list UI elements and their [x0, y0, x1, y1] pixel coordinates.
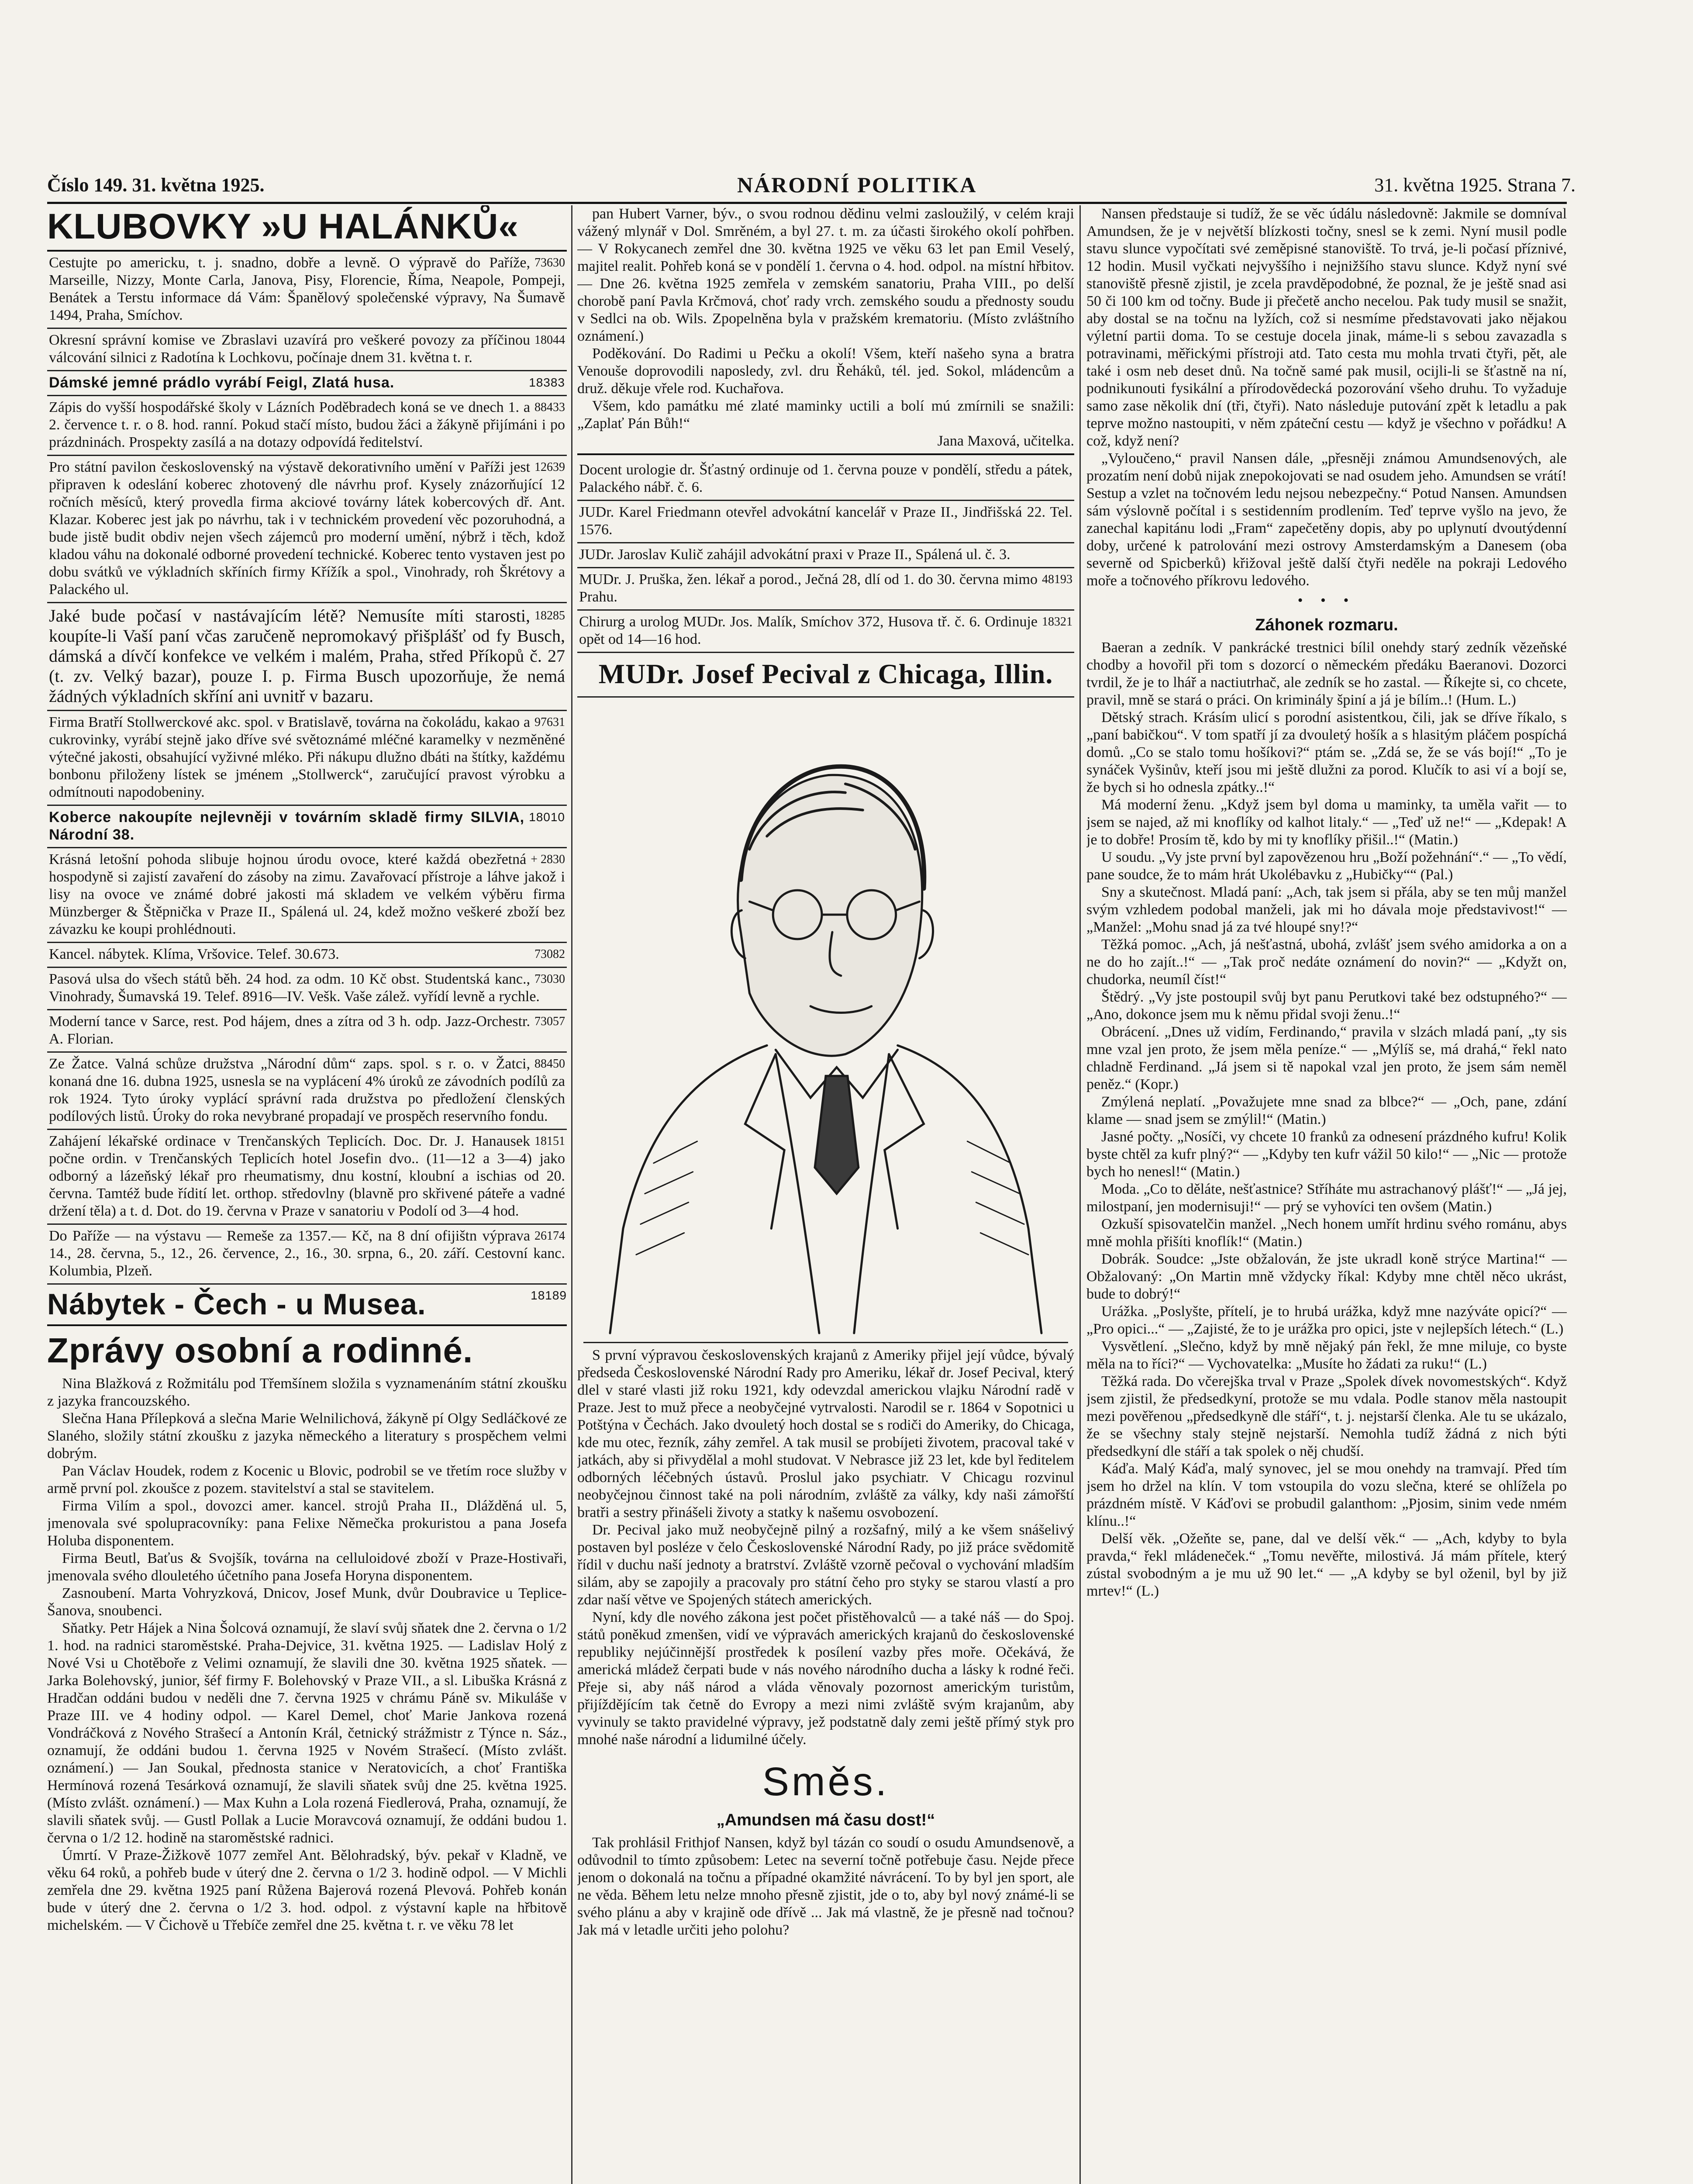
joke-paragraph: Káďa. Malý Káďa, malý synovec, jel se mou onehdy na tramvají. Před tím jsem ho držel na klín. V tom vstoupila do vozu slečna, které se ohlížela po prázdném místě. V Káďovi se probudil galanthom: „Pjosim, sinim vede nmém klínu..!“	[1086, 1461, 1567, 1529]
news-paragraph: pan Hubert Varner, býv., o svou rodnou dědinu velmi zasloužilý, v celém kraji vážený mlynář v Dol. Smrěném, a byl 27. t. m. za účasti širokého okolí pohřben. — V Rokycanech zemřel dne 30. května 1925 ve věku 63 let pan Emil Veselý, majitel realit. Pohřeb koná se v pondělí 1. června o 4. hod. odpol. na místní hřbitov. — Dne 26. května 1925 zemřela v zemském sanatoriu, Praha VIII., po delší chorobě paní Pavla Krčmová, choť rady vrch. zemského soudu a přednosty soudu v Sedlci na ob. Wils. Zpopelněna byla v pražském krematoriu. (Místo zvláštního oznámení.)	[577, 206, 1074, 344]
ad-code: + 2830	[531, 853, 565, 867]
joke-paragraph: Má moderní ženu. „Když jsem byl doma u maminky, ta uměla vařit — to jsem se najed, až mi knoflíky od kalhot litaly.“ — „Teď už ne!“ — „Kdepak! A je to dobře! Prosím tě, kdo by mi ty knoflíky přišil..!“ (Matin.)	[1086, 797, 1567, 848]
ad-text: Zápis do vyšší hospodářské školy v Lázních Poděbradech koná se ve dnech 1. a 2. července t. r. o 8. hod. ranní. Pokud stačí místo, budou žáci a žákyně přijímáni i po prázdninách. Prospekty zasílá a na dotazy odpovídá ředitelství.	[49, 399, 565, 451]
news-paragraph: Nina Blažková z Rožmitálu pod Třemšínem složila s vyznamenáním státní zkoušku z jazyka francouzského.	[47, 1375, 567, 1410]
joke-paragraph: Ozkuší spisovatelčin manžel. „Nech honem umřít hrdinu svého románu, abys mně mohla přišíti knoflík!“ (Matin.)	[1086, 1216, 1567, 1250]
section-rule	[577, 453, 1074, 455]
ad-klubovky-headline	[47, 205, 567, 252]
ad-headline-text: Nábytek - Čech - u Musea.	[47, 1288, 426, 1321]
ad-code: 88433	[534, 401, 565, 415]
ad-kulic	[577, 543, 1074, 568]
joke-paragraph: Obrácení. „Dnes už vidím, Ferdinando,“ pravila v slzách mladá paní, „ty sis mne vzal jen proto, že jsem měla peníze.“ — „Mýlíš se, má drahá,“ řekl nato chladně Ferdinand. „Já jsem si tě napokal vzal jen proto, že jsem sám neměl peněz.“ (Kopr.)	[1086, 1024, 1567, 1092]
article-heading-amundsen: „Amundsen má času dost!“	[716, 1811, 935, 1830]
ad-cestujte	[47, 252, 567, 329]
joke-paragraph: Dětský strach. Krásím ulicí s porodní asistentkou, čili, jak se dříve říkalo, s „paní babičkou“. V tom spatří jí za dvouletý hošík a s hlasitým pláčem pospíchá domů. „Co se stalo tomu hošíkovi?“ ptám se. „Zdá se, že se vás bojí!“ „To je synáček Vyšinův, kteří jsou mi ještě dlužni za porod. Klučík to asi ví a bojí se, že bych si ho odnesla zpátky..!“	[1086, 709, 1567, 795]
joke-paragraph: Delší věk. „Ožeňte se, pane, dal ve delší věk.“ — „Ach, kdyby to byla pravda,“ řekl mládeneček.“ „Tomu nevěřte, milostivá. Já mám přítele, který zústal svobodným a je mu už 90 let.“ — „A kdyby se byl oženil, byl by již mrtev!“ (L.)	[1086, 1531, 1567, 1599]
joke-paragraph: Vysvětlení. „Slečno, když by mně nějaký pán řekl, že mne miluje, co byste měla na to říci?“ — Vychovatelka: „Musíte ho žádati za ruku!“ (L.)	[1086, 1338, 1567, 1372]
ad-text: JUDr. Karel Friedmann otevřel advokátní kancelář v Praze II., Jindřišská 22. Tel. 1576.	[579, 504, 1072, 538]
ad-text: JUDr. Jaroslav Kulič zahájil advokátní praxi v Praze II., Spálená ul. č. 3.	[579, 546, 1010, 563]
ad-code: 88450	[534, 1057, 565, 1071]
masthead	[47, 166, 1576, 201]
ad-kancel-nabytek	[47, 943, 567, 968]
ad-text: Chirurg a urolog MUDr. Jos. Malík, Smíchov 372, Husova tř. č. 6. Ordinuje opět od 14—16 hod.	[579, 614, 1038, 647]
joke-paragraph: Dobrák. Soudce: „Jste obžalován, že jste ukradl koně strýce Martina!“ — Obžalovaný: „On Martin mně vždycky říkal: Kdyby mne chtěl něco ukrást, bude to dobrý!“	[1086, 1251, 1567, 1302]
joke-paragraph: Baeran a zedník. V pankrácké trestnici bílil onehdy starý zedník vězeňské chodby a hovořil při tom s dozorcí o německém předáku Baeranovi. Dozorci tvrdil, že je to lhář a nactiutrhač, ale zedník se ho zastal. — Říkejte si, co chcete, pravil, mně se stará o práci. On kriminály špiní a já je bílím..! (Hum. L.)	[1086, 639, 1567, 708]
ad-docent	[577, 459, 1074, 501]
ad-code: 18285	[534, 609, 565, 623]
ad-pradlo-headline	[47, 371, 567, 396]
article-paragraph: S první výpravou československých krajanů z Ameriky přijel její vůdce, bývalý předseda Československé Národní Rady pro Ameriku, lékař dr. Josef Pecival, který dlel v staré vlasti již roku 1921, kdy odevzdal americkou vlajku Národní radě v Praze. Jest to muž přece a neobyčejné vytrvalosti. Narodil se r. 1864 v Sopotnici u Potštýna v Čechách. Jako dvouletý hoch dostal se s rodiči do Ameriky, do Chicaga, kde mu otec, řezník, záhy zemřel. A tak musil se probíjeti životem, pracoval také v jatkách, aby si přivydělal a mohl studovat. V Nebrasce již 23 let, kde byl ředitelem odborných léčebných ústavů. Proslul jako psychiatr. V Chicagu rozvinul neobyčejnou činnost také na poli národním, zvláště za války, kdy naši zámořští bratři a sestry přinášeli životy a statky k našemu osvobození.	[577, 1347, 1074, 1521]
ad-pariz	[47, 1225, 567, 1285]
ad-teplice	[47, 1130, 567, 1225]
newspaper-title: NÁRODNÍ POLITIKA	[737, 173, 977, 197]
joke-paragraph: U soudu. „Vy jste první byl zapovězenou hru „Boží požehnání“.“ — „To vědí, pane soudce, že to mám hrát Ukolébavku z „Hubičky““ (Pal.)	[1086, 849, 1567, 883]
news-paragraph: Zasnoubení. Marta Vohryzková, Dnicov, Josef Munk, dvůr Doubravice u Teplice-Šanova, snoubenci.	[47, 1585, 567, 1619]
ad-text: Ze Žatce. Valná schůze družstva „Národní dům“ zaps. spol. s r. o. v Žatci, konaná dne 16. dubna 1925, usnesla se na vyplácení 4% úroků ze závodních podílů za rok 1924. Tyto úroky vyplácí správní rada družstva po předložení členských podílových listů. Úroky do roka nevybrané propadají ve prospěch reservního fondu.	[49, 1056, 565, 1125]
ad-headline-text: Koberce nakoupíte nejlevněji v továrním skladě firmy SILVIA, Národní 38.	[49, 809, 525, 843]
ad-code: 97631	[534, 715, 565, 729]
joke-paragraph: Moda. „Co to děláte, nešťastnice? Stříháte mu astrachanový plášť!“ — „Já jej, milostpaní, jen modernisuji!“ — prý se vyhovíci ten ovšem (Matin.)	[1086, 1181, 1567, 1215]
ad-code: 18044	[534, 333, 565, 347]
ad-headline-text: KLUBOVKY »U HALÁNKŮ«	[47, 207, 519, 246]
ad-text: Pasová ulsa do všech států běh. 24 hod. za odm. 10 Kč obst. Studentská kanc., Vinohrady, Šumavská 19. Telef. 8916—IV. Vešk. Vaše zálež. vyřídí levně a rychle.	[49, 971, 540, 1005]
masthead-rule	[47, 202, 1567, 204]
ad-nabytek-headline	[47, 1285, 567, 1326]
ad-text: MUDr. J. Pruška, žen. lékař a porod., Ječná 28, dlí od 1. do 30. června mimo Prahu.	[579, 571, 1038, 605]
section-heading-smes: Směs.	[762, 1759, 890, 1804]
ad-code: 18151	[534, 1134, 565, 1148]
ad-text: Kancel. nábytek. Klíma, Vršovice. Telef. 30.673.	[49, 946, 339, 963]
ad-code: 73030	[534, 972, 565, 986]
ad-code: 73630	[534, 256, 565, 270]
ad-zapis-skola	[47, 396, 567, 456]
ad-zatec	[47, 1053, 567, 1130]
section-heading-zpravy: Zprávy osobní a rodinné.	[47, 1331, 473, 1370]
ad-code: 18189	[531, 1289, 567, 1303]
article-paragraph: Nyní, kdy dle nového zákona jest počet přistěhovalců — a také náš — do Spoj. států poněkud zmenšen, vidí ve výpravách amerických krajanů do československé republiky nejúčinnější prostředek k posílení vazby přes moře. Očekává, že americká mládež čerpati bude v nás nového národního ducha a lásky k rodné řeči. Přeje si, aby náš národ a vláda věnovaly pozornost americkým turistům, přijíždějícím tak četně do Evropy a mezi nimi zvláště svým krajanům, aby vyvinuly se takto pravidelné výpravy, jež podstatně daly zemi ještě přímý styk pro mnohé naše národní a lidumilné účely.	[577, 1609, 1074, 1748]
joke-paragraph: Zmýlená neplatí. „Považujete mne snad za blbce?“ — „Och, pane, zdání klame — snad jsem se zmýlil!“ (Matin.)	[1086, 1094, 1567, 1127]
signature-line: Jana Maxová, učitelka.	[937, 433, 1074, 449]
issue-number: Číslo 149. 31. května 1925.	[47, 174, 265, 196]
ad-stollwerck	[47, 711, 567, 806]
ad-text: Moderní tance v Sarce, rest. Pod hájem, dnes a zítra od 3 h. odp. Jazz-Orchestr. A. Florian.	[49, 1013, 530, 1047]
section-separator-stars: • • •	[1297, 592, 1356, 608]
article-paragraph: Tak prohlásil Frithjof Nansen, když byl tázán co soudí o osudu Amundsenově, a odůvodnil to tímto způsobem: Letec na severní točně potřebuje času. Nejde přece jenom o dokonalá na točnu a případné okamžité návrácení. To by byl jen sport, ale ne věda. Během letu nelze mnoho přesně zjistit, jde o to, aby byl nový známé-li se svého plánu a aby v krajině ode dřívě ... Jak má vlastně, že je přesně nad točnou? Jak má v letadle určiti jeho polohu?	[577, 1835, 1074, 1939]
news-paragraph: Úmrtí. V Praze-Žižkově 1077 zemřel Ant. Bělohradský, býv. pekař v Kladně, ve věku 64 roků, a pohřeb bude v úterý dne 2. června o 1/2 3. hodině odpol. — V Michli zemřela dne 29. května 1925 paní Růžena Bajerová rozená Plevová. Pohřeb konán bude v úterý dne 2. června o 1/2 3. hod. odpol. z výstavní kaple na hřbitově michelském. — V Čichově u Třebíče zemřel dne 25. května t. r. ve věku 78 let	[47, 1847, 567, 1934]
ad-pruska	[577, 568, 1074, 611]
ad-moderni-tance	[47, 1010, 567, 1053]
ad-code: 26174	[534, 1229, 565, 1243]
joke-paragraph: Urážka. „Poslyšte, přítelí, je to hrubá urážka, když mne nazýváte opicí?“ — „Pro opici...“ — „Zajisté, že to je urážka pro opici, jste v nejlepších létech.“ (L.)	[1086, 1303, 1567, 1337]
ad-code: 48193	[1042, 573, 1072, 586]
ad-text: Do Paříže — na výstavu — Remeše za 1357.— Kč, na 8 dní ofijištn výprava 14., 28. června, 5., 12., 26. července, 2., 16., 30. srpna, 6., 20. září. Cestovní kanc. Kolumbia, Plzeň.	[49, 1228, 565, 1279]
ad-text: Krásná letošní pohoda slibuje hojnou úrodu ovoce, které každá obezřetná hospodyně si zajistí zavaření do zásoby na zimu. Zavařovací přístroje a láhve jakož i lisy na ovoce ve známé dobré jakosti má skladem ve velkém výběru firma Münzberger & Štěpnička v Praze II., Spálená ul. 24, kdež možno veškeré zboží bez závazku ke koupi prohlédnouti.	[49, 851, 565, 938]
page-number: 31. května 1925. Strana 7.	[1374, 174, 1576, 196]
ad-text: Okresní správní komise ve Zbraslavi uzavírá pro veškeré povozy za příčinou válcování silnici z Radotína k Lochkovu, počínaje dnem 31. května t. r.	[49, 332, 530, 366]
news-paragraph: Všem, kdo památku mé zlaté maminky uctili a bolí mú zmírnili se snažili: „Zaplať Pán Bůh!“	[577, 398, 1074, 432]
article-paragraph: Nansen předstauje si tudíž, že se věc údálu následovně: Jakmile se domníval Amundsen, že je v největší blízkosti točny, snesl se k zemi. Nyní musil podle stavu slunce vypočítati své zeměpisné stanoviště. To trvá, je-li počasí příznivé, 12 hodin. Musil vyčkati nejvyššího i nejnižšího stavu slunce. Když nyní své stanoviště přesně zjistil, je zcela pravděpodobné, že poznal, že je ještě snad asi 50 či 100 km od točny. Bude ji přečetě ancho necelou. Pak tudy musil se snažit, aby dostal se na točnu na lyžích, což si nesmíme představovati jako nějakou výletní partii doma. To se cestuje docela jinak, máme-li s sebou zavazadla s potravinami, měřickými přístroji atd. Tato cesta mu mohla trvati čtyři, pět, ale také i osm neb deset dnů. Na točně samé pak musil, ocijli-li se šťastně na ní, podnikunouti fysikální a přírodovědecká pozorování všeho druhu. To vyžaduje samo zase několik dní (tři, čtyři). Nato následuje putování zpět k letadlu a pak teprve možno nastoupiti, v něm zpáteční cestu — když je všechno v pořádku! A což, když není?	[1086, 206, 1567, 449]
column-right	[1086, 205, 1567, 2184]
column-divider	[571, 205, 572, 2184]
ad-code: 73082	[534, 947, 565, 961]
ad-pocasi	[47, 603, 567, 711]
ad-friedmann	[577, 501, 1074, 543]
joke-paragraph: Těžká rada. Do včerejška trval v Praze „Spolek dívek novomestských“. Když jsem zjistil, že předsedkyní, protože se mu vdala. Podle stanov měla nastoupit mezi pověřenou „předsedkyně dle stáří“, t. j. nejstarší členka. Ale tu se ukázalo, že se všechny staly stejně nejstarší. Nemohla tudíž žádná z nich býti předsedkyní dle stáří a tak spolek o něj chudší.	[1086, 1373, 1567, 1459]
news-paragraph: Poděkování. Do Radimi u Pečku a okolí! Všem, kteří našeho syna a bratra Venoušе doprovodili naposledy, zvl. dru Řeháků, tél. jed. Sokol, mládencům a druž. děkuje vřele rod. Kuchařova.	[577, 346, 1074, 397]
ad-koberce-headline	[47, 806, 567, 848]
ad-pasova-ulsa	[47, 968, 567, 1010]
portrait-illustration	[583, 705, 1068, 1343]
news-paragraph: Firma Beutl, Baťus & Svojšík, továrna na celluloidové zboží v Praze-Hostivaři, jmenovala svého dlouletého účetního pana Josefa Horyna disponentem.	[47, 1550, 567, 1584]
ad-headline-text: Dámské jemné prádlo vyrábí Feigl, Zlatá husa.	[49, 374, 395, 391]
news-paragraph: Slečna Hana Přílepková a slečna Marie Welnilichová, žákyně pí Olgy Sedláčkové ze Slaného, složily státní zkoušku z jazyka německého a literatury s prospěchem velmi dobrým.	[47, 1410, 567, 1462]
news-paragraph: Sňatky. Petr Hájek a Nina Šolcová oznamují, že slaví svůj sňatek dne 2. června o 1/2 1. hod. na radnici staroměstské. Praha-Dejvice, 31. května 1925. — Ladislav Holý z Nové Vsi u Chotěboře z Velimi oznamují, že slavili dne 30. května 1925 sňatek. — Jarka Bolehovský, junior, šéf firmy F. Bolehovský v Praze VII., a sl. Libuška Krásná z Hradčan oddáni budou v neděli dne 7. června 1925 v chrámu Páně sv. Mikuláše v Praze III. ve 4 hodiny odpol. — Karel Demel, choť Marie Jankova rozená Vondráčková z Nového Strašecí a Antonín Král, četnický strážmistr z Týnce n. Sáz., oznamují, že oddáni budou 1. června 1925 v Novém Strašecí. (Místo zvlášt. oznámení.) — Jan Soukal, přednosta stanice v Neratovicích, a choť Františka Hermínová rozená Tesárková oznamují, že slavili sňatek svůj dne 25. května 1925. (Místo zvlášt. oznámení.) — Max Kuhn a Lola rozená Fiedlerová, Praha, oznamují, že slavili sňatek svůj. — Gustl Pollak a Lucie Moravcová oznamují, že oddáni budou 1. června o 1/2 12. hodině na staroměstské radnici.	[47, 1620, 567, 1846]
ad-text: Cestujte po americku, t. j. snadno, dobře a levně. O výpravě do Paříže, Marseille, Nizzy, Monte Carla, Janova, Pisy, Florencie, Říma, Neapole, Pompeji, Benátek a Terstu informace dá Vám: Španělový společenské výpravy, Na Šumavě 1494, Praha, Smíchov.	[49, 255, 565, 324]
joke-paragraph: Sny a skutečnost. Mladá paní: „Ach, tak jsem si přála, aby se ten můj manžel svým vzhledem podobal manželi, jak mi ho dávala moje představivost!“ — „Manžel: „Mohu snad já za tvé hloupé sny!?“	[1086, 884, 1567, 935]
ad-text: Jaké bude počasí v nastávajícím létě? Nemusíte míti starosti, koupíte-li Vaší paní včas zaručeně nepromokavý přišplášť od fy Busch, dámská a dívčí konfekce ve velkém i malém, Praha, střed Příkopů č. 27 (t. zv. Velký bazar), pouze I. p. Firma Busch upozorňuje, že nemá žádných výkladních skříní ani uvnitř v bazaru.	[49, 606, 565, 706]
column-middle	[577, 205, 1074, 2184]
column-divider	[1079, 205, 1081, 2184]
ad-text: Firma Bratří Stollwerckové akc. spol. v Bratislavě, továrna na čokoládu, kakao a cukrovinky, vyrábí stejně jako dříve své světoznámé mléčné karamelky v nezměněné výtečné jakosti, obsahující vyživné mléko. Při nákupu dlužno dbáti na štítky, každému bonbonu přiloženy lístek se jménem „Stollwerck“, zaručující pravost výrobku a odmítnouti napodobeniny.	[49, 714, 565, 801]
section-heading-zahonek: Záhonek rozmaru.	[1255, 616, 1398, 634]
ad-code: 18321	[1042, 615, 1072, 629]
ad-code: 73057	[534, 1015, 565, 1029]
news-paragraph: Firma Vilím a spol., dovozci amer. kancel. strojů Praha II., Dlážděná ul. 5, jmenovala své spolupracovníky: pana Felixe Němečka prokuristou a pana Josefa Holuba disponentem.	[47, 1498, 567, 1549]
article-paragraph: Dr. Pecival jako muž neobyčejně pilný a rozšafný, milý a ke všem snášelivý postaven byl posléze v čelo Československé Národní Rady, po již práce svědomitě řídil v duchu naší jednoty a bratrství. Zvláště vzorně pečoval o vychování mladším silám, aby se zapojily a pracovaly pro státní čeho pro styky se starou vlastí a pro zdar naší větve ve Spojených státech amerických.	[577, 1522, 1074, 1608]
ad-text: Pro státní pavilon československý na výstavě dekorativního umění v Paříži jest připraven k odeslání koberec zhotovený dle návrhu prof. Kysely znázorňující 12 ročních měsíců, který provedla firma akciové továrny látek kobercových dř. Ant. Klazar. Koberec jest jak po návrhu, tak i v technickém provedení věc pozoruhodná, a bude jistě budit obdiv nejen všech zájemců pro moderní umění, nýbrž i těch, kdož kladou váhu na dokonalé odborné provedení technické. Koberec tento vystaven jest po dobu svátků ve výkladních skříních firmy Křížík a spol., Vinohrady, roh Škrétovy a Palackého ul.	[49, 459, 565, 598]
ad-text: Docent urologie dr. Šťastný ordinuje od 1. června pouze v pondělí, středu a pátek, Palackého nábř. č. 6.	[579, 462, 1072, 495]
ad-malik	[577, 611, 1074, 653]
article-heading-percival: MUDr. Josef Pecival z Chicaga, Illin.	[577, 653, 1074, 698]
joke-paragraph: Jasné počty. „Nosíči, vy chcete 10 franků za odnesení prázdného kufru! Kolik byste chtěl za kufr plný?“ — „Kdyby ten kufr vážil 50 kilo!“ — „Nic — protože bych ho nenesl!“ (Matin.)	[1086, 1129, 1567, 1180]
ad-code: 18010	[529, 810, 565, 824]
article-paragraph: „Vyloučeno,“ pravil Nansen dále, „přesněji známou Amundsenových, ale prozatím není dobů nijak znepokojovati se nad osudem jeho. Amundsen se vrátí! Sestup a vzlet na točnovém ledu nejsou nebezpečny.“ Potud Nansen. Amundsen sám výslovně počítal i s sestidenním prodlením. Teď teprve vyšlo na jevo, že zanechal kapitánu lodi „Fram“ zapečetěny dopis, aby po uplynutí dvoutýdenní doby, určené k patrolování mezi ostrovy Amsterdamským a Danesem (oba severně od Spicberků) křižoval ještě další čtyři neděle na pokraji Ledového moře a točnového příkrovu ledového.	[1086, 450, 1567, 589]
ad-code: 12639	[534, 460, 565, 474]
column-left	[47, 205, 567, 2184]
ad-code: 18383	[529, 376, 565, 390]
joke-paragraph: Těžká pomoc. „Ach, já nešťastná, ubohá, zvlášť jsem svého amidorka a on a ne do ho zajít..!“ — „Tak proč nedáte oznámení do novin?“ — „Kdyžt on, chudorka, neumíl číst!“	[1086, 936, 1567, 988]
joke-paragraph: Štědrý. „Vy jste postoupil svůj byt panu Perutkovi také bez odstupného?“ — „Ano, dokonce jsem mu k němu přidal svoji ženu..!“	[1086, 989, 1567, 1023]
news-paragraph: Pan Václav Houdek, rodem z Kocenic u Blovic, podrobil se ve třetím roce služby v armě první pol. zkoušce z pozem. stavitelství a stal se stavitelem.	[47, 1463, 567, 1497]
ad-zavarovani	[47, 848, 567, 943]
ad-okresni-komise	[47, 329, 567, 371]
ad-text: Zahájení lékařské ordinace v Trenčanských Teplicích. Doc. Dr. J. Hanausek počne ordin. v Trenčanských Teplicích hotel Josefin dvo.. (11—12 a 3—4) jako odborný a lázeňský lékař pro rheumatismy, dnu kostní, kloubní a ischias od 20. června. Tamtéž bude řídití let. orthop. středovlny (blavně pro skřivené páteře a vadné držení těla) a t. d. Dot. do 19. června v Praze v sanatoriu v Podolí od 3—4 hod.	[49, 1133, 565, 1220]
ad-pavilon	[47, 456, 567, 603]
